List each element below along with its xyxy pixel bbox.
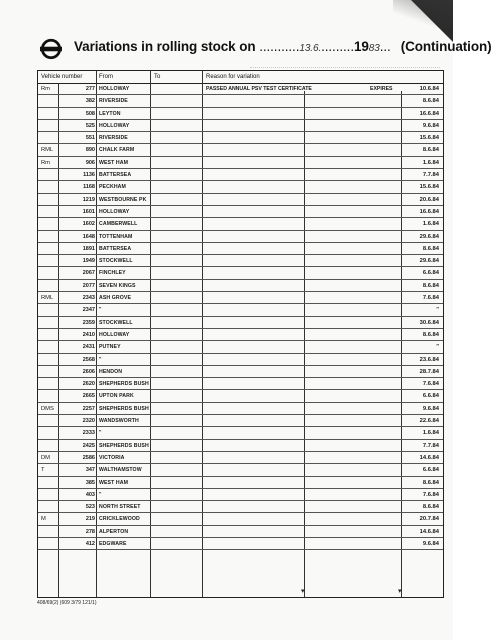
table-row xyxy=(38,132,443,144)
col-to: To xyxy=(154,74,161,80)
col-vehicle-number: Vehicle number xyxy=(41,74,83,80)
table-row xyxy=(38,390,443,402)
vehicle-number: 2257 xyxy=(82,405,95,412)
expiry-date: 9.6.84 xyxy=(422,405,439,412)
vehicle-number: 2568 xyxy=(82,356,95,363)
vehicle-number: 1949 xyxy=(82,258,95,265)
expiry-date: 8.6.84 xyxy=(422,98,439,105)
from-garage: STOCKWELL xyxy=(99,319,133,326)
expiry-date: 8.6.84 xyxy=(422,331,439,338)
vehicle-number: 382 xyxy=(85,98,95,105)
vehicle-class: RML xyxy=(41,295,54,302)
table-row xyxy=(38,120,443,132)
table-row xyxy=(38,267,443,279)
form-code: 408/69(2) (609 3/79 121/1) xyxy=(37,600,97,606)
expiry-date: 7.6.84 xyxy=(422,381,439,388)
table-row xyxy=(38,489,443,501)
from-garage: " xyxy=(99,491,102,498)
table-row xyxy=(38,157,443,169)
from-garage: WESTBOURNE PK xyxy=(99,196,147,203)
from-garage: " xyxy=(99,430,102,437)
handwritten-year: 83 xyxy=(368,43,380,54)
from-garage: HOLLOWAY xyxy=(99,331,130,338)
expiry-date: 8.6.84 xyxy=(422,245,439,252)
expiry-date: 16.6.84 xyxy=(419,208,439,215)
expiry-date: 30.6.84 xyxy=(419,319,439,326)
from-garage: WANDSWORTH xyxy=(99,418,139,425)
vehicle-class: Rm xyxy=(41,159,51,166)
vehicle-number: 1136 xyxy=(83,172,95,179)
from-garage: NORTH STREET xyxy=(99,504,141,511)
vehicle-number: 2620 xyxy=(82,381,95,388)
vehicle-class: DM xyxy=(41,454,51,461)
expiry-date: 10.6.84 xyxy=(419,86,439,92)
expiry-date: 8.6.84 xyxy=(422,147,439,154)
table-row xyxy=(38,255,443,267)
london-transport-roundel-icon xyxy=(40,38,62,60)
corner-shadow xyxy=(393,0,453,28)
expiry-date: 6.6.84 xyxy=(422,270,439,277)
table-row xyxy=(38,513,443,525)
table-row xyxy=(38,440,443,452)
from-garage: TOTTENHAM xyxy=(99,233,133,240)
from-garage: HOLLOWAY xyxy=(99,122,130,129)
table-row xyxy=(38,218,443,230)
table-row xyxy=(38,329,443,341)
col-reason: Reason for variation xyxy=(206,74,260,80)
table-row xyxy=(38,415,443,427)
vehicle-number: 2343 xyxy=(82,295,95,302)
table-row xyxy=(38,526,443,538)
table-row xyxy=(38,95,443,107)
from-garage: CHALK FARM xyxy=(99,147,135,154)
expiry-date: 8.6.84 xyxy=(422,479,439,486)
expiry-date: 9.6.84 xyxy=(422,540,439,547)
expiry-date: 22.6.84 xyxy=(419,418,439,425)
rolling-stock-table xyxy=(37,70,444,598)
expiry-date: 9.6.84 xyxy=(422,122,439,129)
table-row xyxy=(38,317,443,329)
table-row xyxy=(38,341,443,353)
vehicle-number: 385 xyxy=(85,479,95,486)
page-title: Variations in rolling stock on ...........13.6..........1983... (Continuation) xyxy=(74,39,492,54)
from-garage: WEST HAM xyxy=(99,159,129,166)
vehicle-number: 1601 xyxy=(82,208,95,215)
table-row xyxy=(38,427,443,439)
vehicle-number: 1219 xyxy=(82,196,95,203)
table-row xyxy=(38,108,443,120)
faint-line xyxy=(250,61,440,68)
table-row xyxy=(38,538,443,550)
table-row xyxy=(38,366,443,378)
table-body xyxy=(38,83,443,550)
from-garage: ASH GROVE xyxy=(99,295,132,302)
handwritten-date: 13.6. xyxy=(299,43,322,54)
expiry-date: 14.6.84 xyxy=(419,528,439,535)
vehicle-number: 2359 xyxy=(82,319,95,326)
page-header xyxy=(36,36,492,58)
table-row xyxy=(38,304,443,316)
vehicle-number: 2067 xyxy=(82,270,95,277)
from-garage: FINCHLEY xyxy=(99,270,126,277)
vehicle-number: 2410 xyxy=(82,331,95,338)
vehicle-number: 2431 xyxy=(82,344,95,351)
from-garage: PUTNEY xyxy=(99,344,121,351)
expiry-date: 20.6.84 xyxy=(419,196,439,203)
from-garage: RIVERSIDE xyxy=(99,135,128,142)
vehicle-number: 508 xyxy=(85,110,95,117)
vehicle-class: M xyxy=(41,516,46,523)
from-garage: HOLLOWAY xyxy=(99,208,130,215)
table-row xyxy=(38,464,443,476)
vehicle-number: 890 xyxy=(85,147,95,154)
from-garage: SEVEN KINGS xyxy=(99,282,136,289)
vehicle-number: 2425 xyxy=(82,442,95,449)
table-row xyxy=(38,169,443,181)
year-prefix: 19 xyxy=(353,39,369,54)
continuation-label: (Continuation) xyxy=(400,39,492,54)
expiry-date: 1.6.84 xyxy=(422,159,439,166)
expiry-date: 1.6.84 xyxy=(422,430,439,437)
table-row xyxy=(38,243,443,255)
table-row xyxy=(38,292,443,304)
from-garage: " xyxy=(99,356,102,363)
expiry-date: 29.6.84 xyxy=(419,258,439,265)
expiry-date: 23.6.84 xyxy=(419,356,439,363)
vehicle-number: 403 xyxy=(85,491,95,498)
from-garage: HOLLOWAY xyxy=(99,86,130,92)
vehicle-number: 2606 xyxy=(82,368,95,375)
expiry-date: 15.6.84 xyxy=(419,184,439,191)
arrow-down-icon: ▾ xyxy=(398,588,402,595)
table-row xyxy=(38,194,443,206)
expiry-date: 7.7.84 xyxy=(422,172,439,179)
vehicle-number: 2347 xyxy=(82,307,95,314)
vehicle-number: 523 xyxy=(85,504,95,511)
vehicle-number: 1648 xyxy=(82,233,95,240)
from-garage: SHEPHERDS BUSH xyxy=(99,405,149,412)
from-garage: WALTHAMSTOW xyxy=(99,467,142,474)
from-garage: CAMBERWELL xyxy=(99,221,138,228)
table-row xyxy=(38,403,443,415)
from-garage: SHEPHERDS BUSH xyxy=(99,381,149,388)
expiry-date: 14.6.84 xyxy=(419,454,439,461)
from-garage: ALPERTON xyxy=(99,528,129,535)
from-garage: BATTERSEA xyxy=(99,245,132,252)
table-row xyxy=(38,477,443,489)
vehicle-number: 551 xyxy=(85,135,95,142)
table-row xyxy=(38,354,443,366)
title-text: Variations in rolling stock on xyxy=(74,39,260,54)
expiry-date: 6.6.84 xyxy=(422,467,439,474)
vehicle-number: 277 xyxy=(85,86,95,92)
table-row xyxy=(38,144,443,156)
expiry-date: 7.6.84 xyxy=(422,491,439,498)
vehicle-number: 1602 xyxy=(82,221,95,228)
expiry-date: " xyxy=(436,344,439,351)
reason: PASSED ANNUAL PSV TEST CERTIFICATE xyxy=(206,86,312,92)
table-row xyxy=(38,83,443,95)
vehicle-number: 2665 xyxy=(82,393,95,400)
from-garage: BATTERSEA xyxy=(99,172,132,179)
expiry-date: 6.6.84 xyxy=(422,393,439,400)
expiry-date: 15.6.84 xyxy=(419,135,439,142)
table-row xyxy=(38,206,443,218)
from-garage: CRICKLEWOOD xyxy=(99,516,140,523)
col-from: From xyxy=(99,74,113,80)
expiry-date: 29.6.84 xyxy=(419,233,439,240)
vehicle-class: Rm xyxy=(41,86,51,92)
vehicle-class: RML xyxy=(41,147,54,154)
from-garage: " xyxy=(99,307,102,314)
expiry-date: 20.7.84 xyxy=(419,516,439,523)
vehicle-number: 412 xyxy=(85,540,95,547)
table-row xyxy=(38,378,443,390)
table-row xyxy=(38,452,443,464)
vehicle-number: 1891 xyxy=(82,245,95,252)
vehicle-number: 2320 xyxy=(82,418,95,425)
expiry-date: 7.7.84 xyxy=(422,442,439,449)
expiry-date: 1.6.84 xyxy=(422,221,439,228)
vehicle-number: 525 xyxy=(85,122,95,129)
vehicle-number: 278 xyxy=(85,528,95,535)
expiry-date: 16.6.84 xyxy=(419,110,439,117)
from-garage: STOCKWELL xyxy=(99,258,133,265)
from-garage: HENDON xyxy=(99,368,123,375)
expires-note: EXPIRES xyxy=(370,86,393,92)
vehicle-number: 2333 xyxy=(82,430,95,437)
table-row xyxy=(38,501,443,513)
expiry-date: 8.6.84 xyxy=(422,504,439,511)
from-garage: WEST HAM xyxy=(99,479,129,486)
vehicle-number: 219 xyxy=(85,516,95,523)
from-garage: PECKHAM xyxy=(99,184,126,191)
vehicle-number: 347 xyxy=(85,467,95,474)
table-row xyxy=(38,181,443,193)
from-garage: RIVERSIDE xyxy=(99,98,128,105)
vehicle-number: 2077 xyxy=(82,282,95,289)
vehicle-class: DMS xyxy=(41,405,54,412)
vehicle-number: 2586 xyxy=(82,454,95,461)
from-garage: LEYTON xyxy=(99,110,121,117)
table-row xyxy=(38,231,443,243)
arrow-down-icon: ▾ xyxy=(301,588,305,595)
from-garage: VICTORIA xyxy=(99,454,125,461)
vehicle-number: 1168 xyxy=(83,184,95,191)
from-garage: SHEPHERDS BUSH xyxy=(99,442,149,449)
from-garage: UPTON PARK xyxy=(99,393,134,400)
expiry-date: 8.6.84 xyxy=(422,282,439,289)
expiry-date: 7.6.84 xyxy=(422,295,439,302)
expiry-date: " xyxy=(436,307,439,314)
from-garage: EDGWARE xyxy=(99,540,127,547)
vehicle-class: T xyxy=(41,467,45,474)
table-row xyxy=(38,280,443,292)
vehicle-number: 906 xyxy=(85,159,95,166)
expiry-date: 28.7.84 xyxy=(419,368,439,375)
